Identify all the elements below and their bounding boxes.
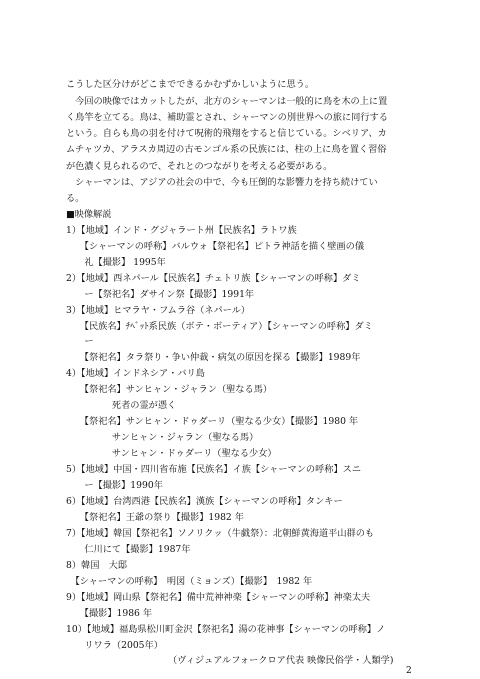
page-number: 2 — [406, 666, 412, 676]
intro-line: という。自らも鳥の羽を付けて呪術的飛翔をすると信じている。シベリア、カ — [66, 128, 387, 139]
item-line: 死者の霊が憑く — [66, 400, 177, 411]
author-credit: （ヴィジュアルフォークロア代表 映像民俗学・人類学) — [168, 655, 394, 666]
item-line: 【民族名】ﾁﾍﾞｯﾄ系民族（ボテ・ボーティア）【シャーマンの呼称】ダミ — [66, 321, 373, 332]
item-line: 3）【地域】ヒマラヤ・フムラ谷（ネパール） — [66, 305, 251, 316]
item-line: 4）【地域】インドネシア・バリ島 — [66, 368, 205, 379]
item-line: 7）【地域】韓国【祭祀名】ソノリクッ（牛戯祭）：北朝鮮黄海道平山群のも — [66, 528, 375, 539]
item-line: サンヒャン・ドゥダーリ（聖なる少女） — [66, 448, 277, 459]
intro-line: が色濃く見られるので、それとのつながりを考える必要がある。 — [66, 161, 333, 172]
intro-line: 今回の映像ではカットしたが、北方のシャーマンは一般的に鳥を木の上に置 — [66, 96, 388, 107]
item-line: リワラ（2005年） — [66, 640, 163, 651]
item-line: ー【撮影】1990年 — [66, 480, 163, 491]
item-line: 1）【地域】インド・グジャラート州【民族名】ラトワ族 — [66, 225, 297, 236]
item-line: 5）【地域】中国・四川省布施【民族名】イ族【シャーマンの呼称】スニ — [66, 464, 362, 475]
item-line: 【祭祀名】タラ祭り・争い仲裁・病気の原因を探る【撮影】1989年 — [66, 352, 361, 363]
intro-line: シャーマンは、アジアの社会の中で、今も圧倒的な影響力を持ち続けてい — [66, 177, 378, 188]
item-line: 【シャーマンの呼称】バルウォ【祭祀名】ピトラ神話を描く壁画の儀 — [66, 241, 365, 252]
item-line: 【祭祀名】サンヒャン・ドゥダーリ（聖なる少女）【撮影】1980 年 — [66, 416, 359, 427]
intro-line: こうした区分けがどこまでできるかむずかしいように思う。 — [66, 79, 315, 90]
intro-line: る。 — [66, 193, 85, 204]
item-line: 【祭祀名】サンヒャン・ジャラン（聖なる馬） — [66, 384, 273, 395]
intro-line: く鳥竿を立てる。鳥は、補助霊とされ、シャーマンの別世界への旅に同行する — [66, 112, 388, 123]
section-heading: ■映像解説 — [66, 209, 112, 220]
item-line: 6）【地域】台湾西港【民族名】漢族【シャーマンの呼称】タンキー — [66, 496, 343, 507]
item-line: サンヒャン・ジャラン（聖なる馬） — [66, 432, 259, 443]
item-line: 9）【地域】岡山県【祭祀名】備中荒神神楽【シャーマンの呼称】神楽太夫 — [66, 592, 371, 603]
item-line: 8）韓国 大邸 — [66, 560, 127, 571]
item-line: 2）【地域】西ネパール【民族名】チェトリ族【シャーマンの呼称】ダミ — [66, 273, 361, 284]
intro-line: ムチャツカ、アラスカ周辺の古モンゴル系の民族には、柱の上に鳥を置く習俗 — [66, 144, 387, 155]
item-line: 【シャーマンの呼称】 明図（ミョンズ）【撮影】 1982 年 — [66, 576, 313, 587]
item-line: ー【祭祀名】ダサイン祭【撮影】1991年 — [66, 289, 255, 300]
item-line: 礼【撮影】 1995年 — [66, 257, 166, 268]
item-line: ー — [66, 336, 94, 347]
item-line: 【撮影】1986 年 — [66, 608, 153, 619]
item-line: 仁川にて【撮影】1987年 — [66, 544, 191, 555]
item-line: 【祭祀名】王爺の祭り【撮影】1982 年 — [66, 512, 244, 523]
item-line: 10）【地域】福島県松川町金沢【祭祀名】湯の花神事【シャーマンの呼称】ノ — [66, 624, 386, 635]
